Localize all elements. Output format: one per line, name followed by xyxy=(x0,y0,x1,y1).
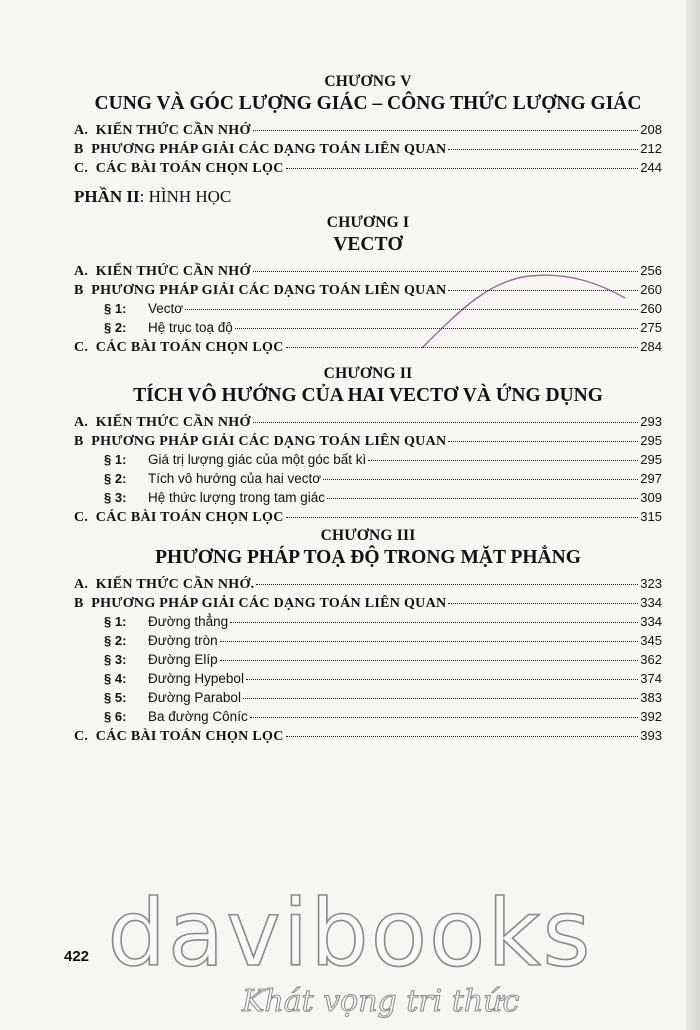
toc-page: 260 xyxy=(640,301,662,316)
dot-leader xyxy=(243,698,638,699)
toc-label: A. KIẾN THỨC CẦN NHỚ xyxy=(74,264,251,279)
toc-section-row xyxy=(74,612,662,631)
chapter-title: CHƯƠNG III xyxy=(320,527,416,544)
toc-page: 323 xyxy=(640,576,662,591)
section-label: Đường thẳng xyxy=(148,614,229,629)
toc-page: 374 xyxy=(640,671,662,686)
toc-row xyxy=(74,593,662,612)
toc-section-row xyxy=(74,669,662,688)
toc-row xyxy=(74,431,662,450)
toc-section-row xyxy=(74,469,662,488)
page-edge xyxy=(686,0,700,1030)
watermark-slogan: Khát vọng tri thức xyxy=(242,984,520,1019)
dot-leader xyxy=(235,328,639,329)
toc-label: A. KIẾN THỨC CẦN NHỚ xyxy=(74,123,251,138)
section-label: Tích vô hướng của hai vectơ xyxy=(148,471,322,486)
toc-page: 334 xyxy=(640,595,662,610)
part-heading xyxy=(74,187,662,207)
section-label: Ba đường Côníc xyxy=(148,709,248,724)
toc-row xyxy=(74,139,662,158)
section-label: Hệ thức lượng trong tam giác xyxy=(148,490,326,505)
section-number: § 1: xyxy=(104,452,127,467)
toc-section-row xyxy=(74,450,662,469)
toc-row xyxy=(74,726,662,745)
toc-section-row xyxy=(74,318,662,337)
toc-row xyxy=(74,158,662,177)
dot-leader xyxy=(286,736,639,737)
toc-row xyxy=(74,574,662,593)
toc-page: 293 xyxy=(640,414,662,429)
dot-leader xyxy=(286,168,639,169)
toc-page: 309 xyxy=(640,490,662,505)
dot-leader xyxy=(256,584,638,585)
dot-leader xyxy=(220,660,639,661)
toc-row xyxy=(74,412,662,431)
toc-label: C. CÁC BÀI TOÁN CHỌN LỌC xyxy=(74,340,284,355)
toc-label: C. CÁC BÀI TOÁN CHỌN LỌC xyxy=(74,510,284,525)
part-suffix: : HÌNH HỌC xyxy=(139,187,232,206)
chapter-name: PHƯƠNG PHÁP TOẠ ĐỘ TRONG MẶT PHẲNG xyxy=(155,547,581,568)
section-label: Đường Elíp xyxy=(148,652,218,667)
toc-section-row xyxy=(74,299,662,318)
dot-leader xyxy=(253,422,639,423)
section-label: Đường Hypebol xyxy=(148,671,244,686)
section-label: Đường Parabol xyxy=(148,690,241,705)
part-prefix: PHẦN II xyxy=(74,187,140,206)
toc-page: 275 xyxy=(640,320,662,335)
toc-row xyxy=(74,507,662,526)
toc-page: 345 xyxy=(640,633,662,648)
chapter-title: CHƯƠNG II xyxy=(323,365,413,382)
toc-label: B PHƯƠNG PHÁP GIẢI CÁC DẠNG TOÁN LIÊN QUAN xyxy=(74,283,447,298)
toc-page: 297 xyxy=(640,471,662,486)
dot-leader xyxy=(185,309,638,310)
toc-label: B PHƯƠNG PHÁP GIẢI CÁC DẠNG TOÁN LIÊN QUAN xyxy=(74,434,447,449)
toc-section-row xyxy=(74,631,662,650)
dot-leader xyxy=(448,149,638,150)
toc-page: 362 xyxy=(640,652,662,667)
toc-page: 392 xyxy=(640,709,662,724)
dot-leader xyxy=(253,271,639,272)
section-number: § 1: xyxy=(104,301,127,316)
toc-section-row xyxy=(74,650,662,669)
dot-leader xyxy=(286,517,639,518)
toc-page: 284 xyxy=(640,339,662,354)
toc-label: C. CÁC BÀI TOÁN CHỌN LỌC xyxy=(74,729,284,744)
toc-label: B PHƯƠNG PHÁP GIẢI CÁC DẠNG TOÁN LIÊN QUAN xyxy=(74,596,447,611)
page-number: 422 xyxy=(64,948,90,965)
section-number: § 2: xyxy=(104,471,127,486)
chapter-name: VECTƠ xyxy=(333,234,403,255)
toc-section-row xyxy=(74,488,662,507)
chapter-title: CHƯƠNG I xyxy=(326,214,410,231)
toc-section-row xyxy=(74,688,662,707)
section-label: Vectơ xyxy=(148,301,184,316)
section-number: § 3: xyxy=(104,490,127,505)
toc-page: 315 xyxy=(640,509,662,524)
toc-label: A. KIẾN THỨC CẦN NHỚ. xyxy=(74,577,255,592)
section-number: § 2: xyxy=(104,633,127,648)
toc-page: 212 xyxy=(640,141,662,156)
section-number: § 4: xyxy=(104,671,127,686)
toc-page: 295 xyxy=(640,452,662,467)
dot-leader xyxy=(286,347,639,348)
chapter-name: TÍCH VÔ HƯỚNG CỦA HAI VECTƠ VÀ ỨNG DỤNG xyxy=(133,385,603,406)
chapter-name: CUNG VÀ GÓC LƯỢNG GIÁC – CÔNG THỨC LƯỢNG GIÁC xyxy=(94,93,642,114)
toc-row xyxy=(74,261,662,280)
dot-leader xyxy=(327,498,638,499)
dot-leader xyxy=(448,441,638,442)
toc-row xyxy=(74,120,662,139)
dot-leader xyxy=(230,622,638,623)
section-number: § 1: xyxy=(104,614,127,629)
toc-page: 208 xyxy=(640,122,662,137)
section-number: § 2: xyxy=(104,320,127,335)
chapter-title: CHƯƠNG V xyxy=(324,73,412,90)
toc-page: 334 xyxy=(640,614,662,629)
watermark-logo: davibooks xyxy=(107,880,593,987)
toc-label: A. KIẾN THỨC CẦN NHỚ xyxy=(74,415,251,430)
section-number: § 5: xyxy=(104,690,127,705)
toc-page: 383 xyxy=(640,690,662,705)
section-label: Hệ trục toạ độ xyxy=(148,320,233,335)
toc-page: 244 xyxy=(640,160,662,175)
dot-leader xyxy=(368,460,638,461)
dot-leader xyxy=(246,679,638,680)
toc-row xyxy=(74,337,662,356)
toc-label: C. CÁC BÀI TOÁN CHỌN LỌC xyxy=(74,161,284,176)
dot-leader xyxy=(448,290,638,291)
toc-page: 256 xyxy=(640,263,662,278)
table-of-contents xyxy=(74,72,662,745)
dot-leader xyxy=(448,603,638,604)
section-number: § 3: xyxy=(104,652,127,667)
section-label: Đường tròn xyxy=(148,633,218,648)
toc-page: 393 xyxy=(640,728,662,743)
toc-row xyxy=(74,280,662,299)
toc-page: 295 xyxy=(640,433,662,448)
toc-page: 260 xyxy=(640,282,662,297)
dot-leader xyxy=(250,717,639,718)
dot-leader xyxy=(323,479,638,480)
section-number: § 6: xyxy=(104,709,127,724)
dot-leader xyxy=(253,130,639,131)
toc-section-row xyxy=(74,707,662,726)
dot-leader xyxy=(220,641,639,642)
toc-label: B PHƯƠNG PHÁP GIẢI CÁC DẠNG TOÁN LIÊN QUAN xyxy=(74,142,447,157)
section-label: Giá trị lượng giác của một góc bất kì xyxy=(148,452,367,467)
